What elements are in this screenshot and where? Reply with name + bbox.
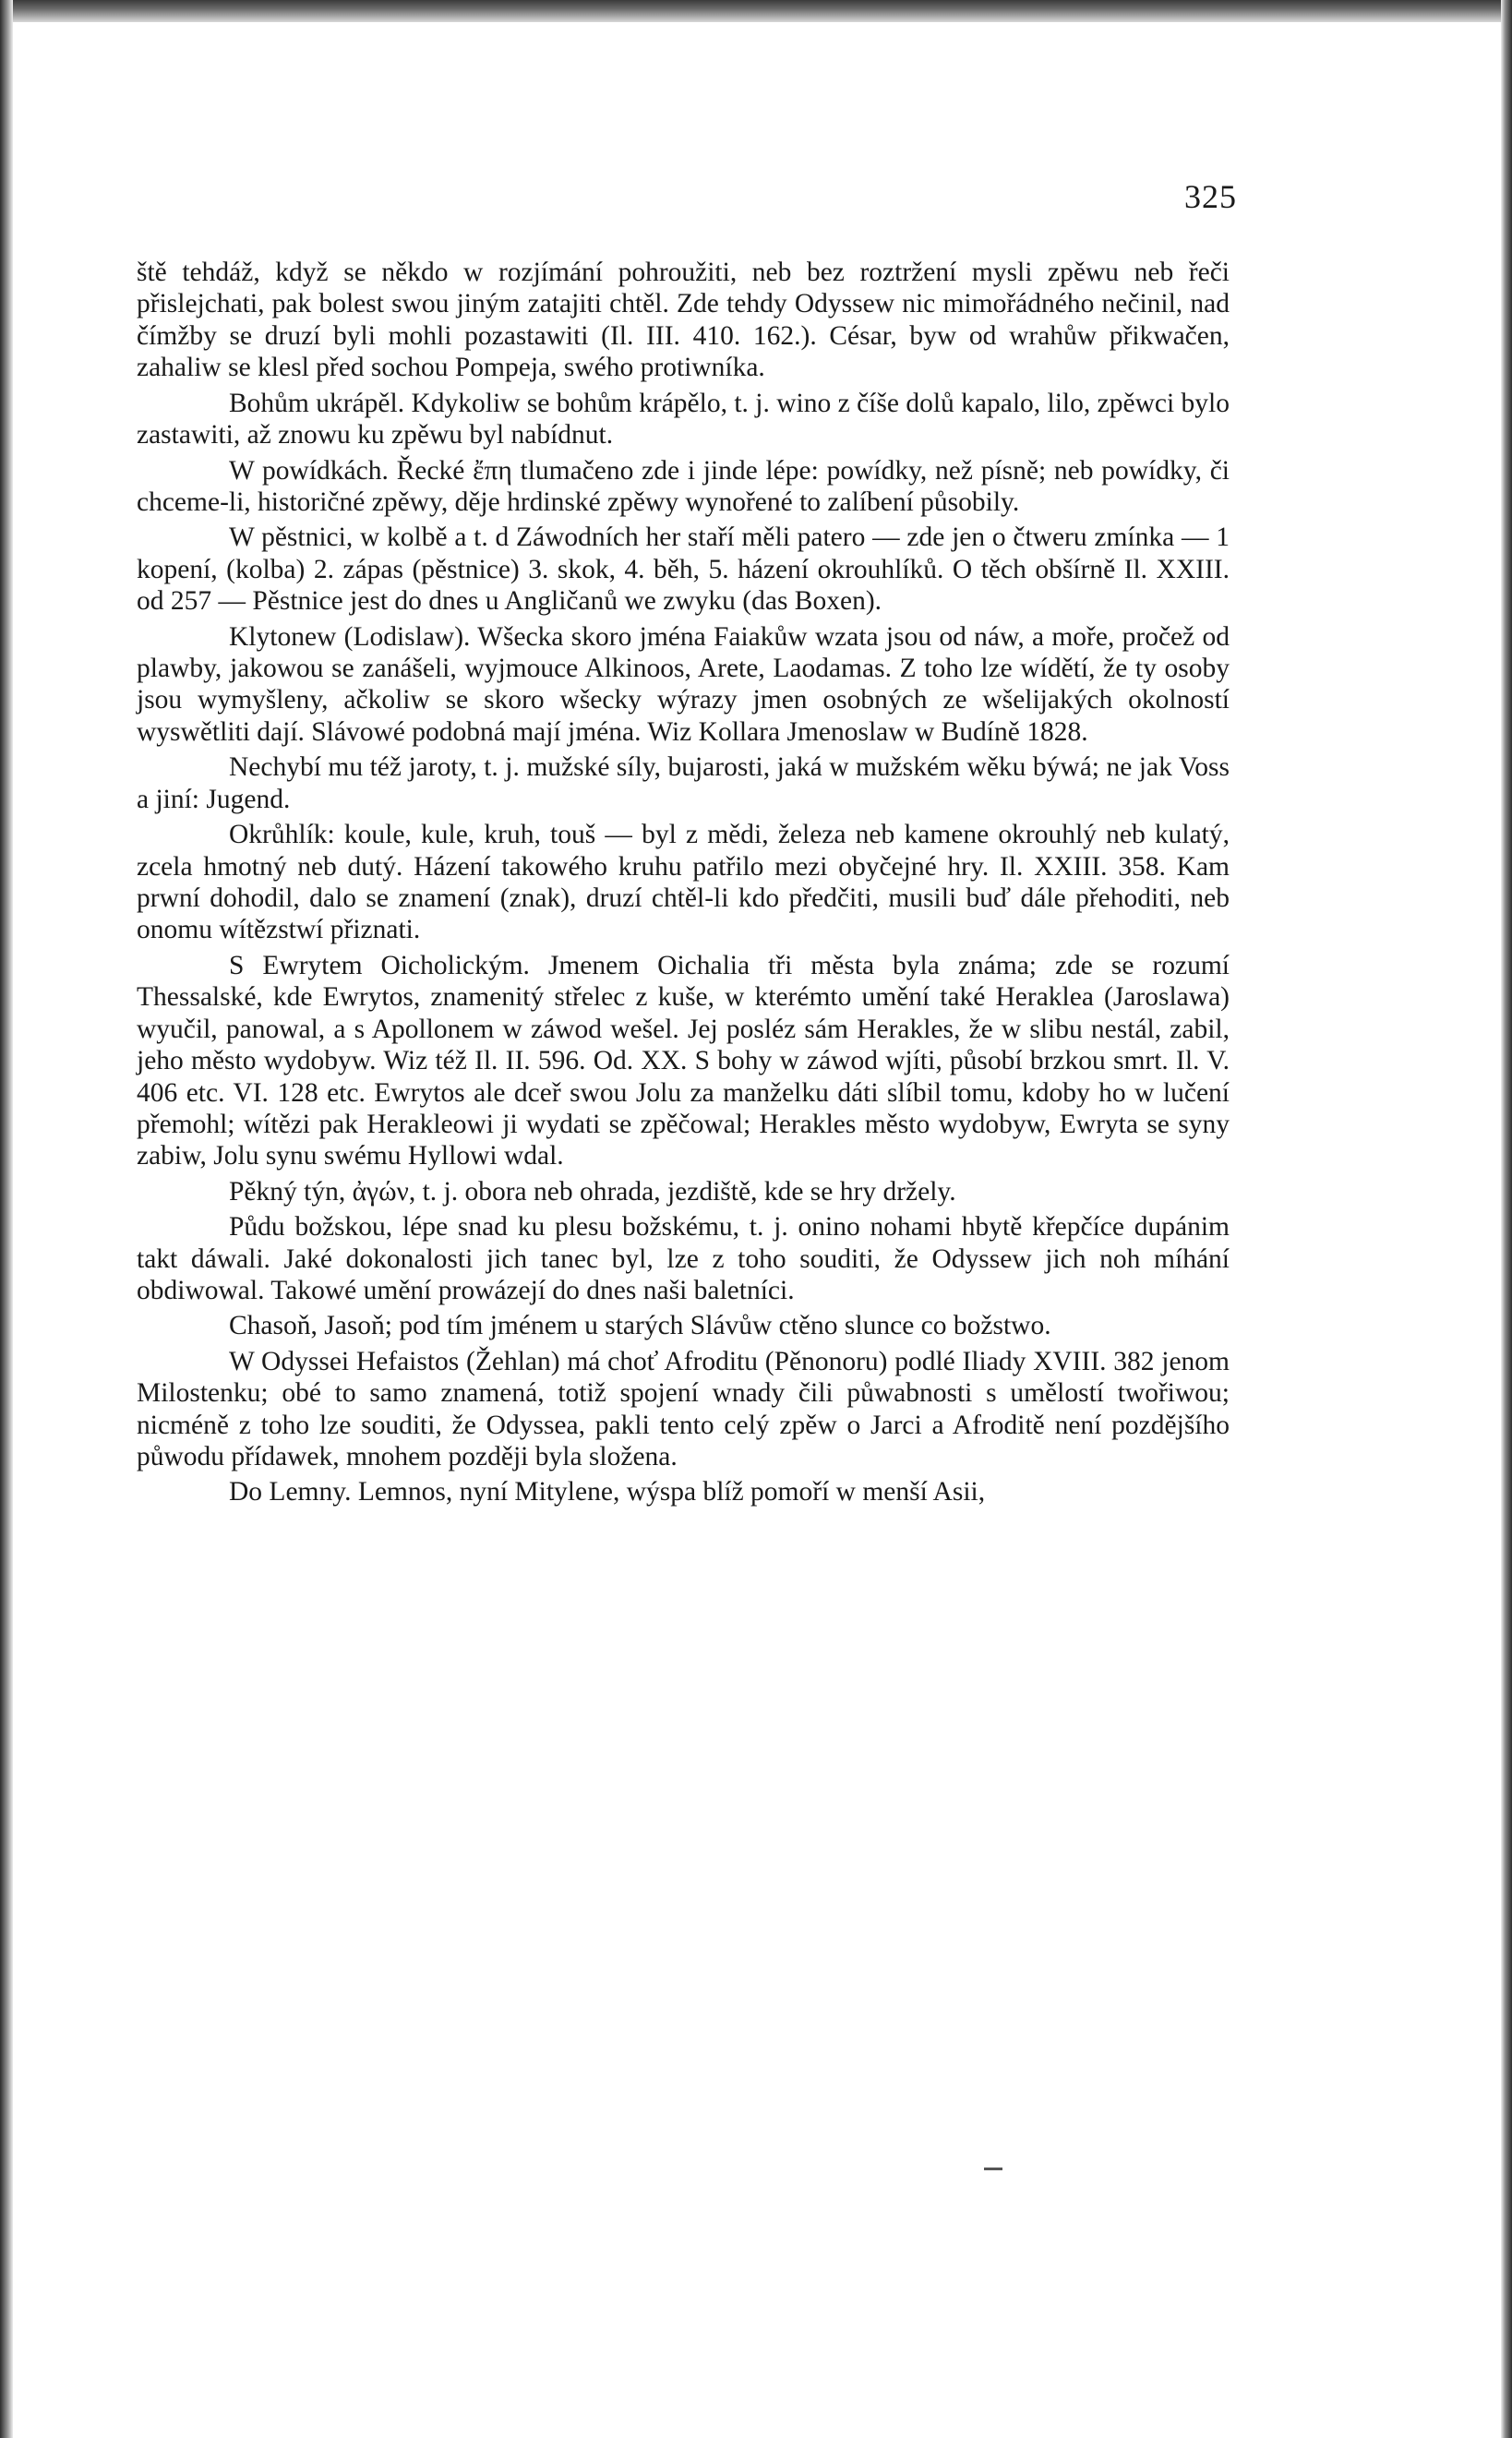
scan-edge-left [0,0,13,2438]
paragraph-pudu-bozskou: Půdu božskou, lépe snad ku plesu božskému, t. j. onino nohami hbytě křepčíce dupánim takt dáwali. Jaké dokonalosti jich tanec byl, lze z toho souditi, že Odyssew jich noh míhání obdiwowal. Takowé umění prowázejí do dnes naši baletníci. [137,1212,1230,1306]
paragraph-bohum-ukrapel: Bohům ukrápěl. Kdykoliw se bohům krápělo, t. j. wino z číše dolů kapalo, lilo, zpěwci bylo zastawiti, až znowu ku zpěwu byl nabídnut. [137,388,1230,450]
paragraph-hefaistos: W Odyssei Hefaistos (Žehlan) má choť Afroditu (Pěnonoru) podlé Iliady XVIII. 382 jenom Milostenku; obé to samo znamená, totiž spojení wnady čili půwabnosti s umělostí twořiwou; nicméně z toho lze souditi, že Odyssea, pakli tento celý zpěw o Jarci a Afroditě není pozdějšího půwodu přídawek, mnohem později byla složena. [137,1346,1230,1472]
paragraph-jaroty: Nechybí mu též jaroty, t. j. mužské síly, bujarosti, jaká w mužském wěku býwá; ne jak Voss a jiní: Jugend. [137,752,1230,814]
paragraph-okruhlik: Okrůhlík: koule, kule, kruh, touš — byl z mědi, železa neb kamene okrouhlý neb kulatý, zcela hmotný neb dutý. Házení takowého kruhu patřilo mezi obyčejné hry. Il. XXIII. 358. Kam prwní dohodil, dalo se znamení (znak), druzí chtěl-li kdo předčiti, musili buď dále přehoditi, neb onomu wítězstwí přiznati. [137,820,1230,945]
scan-edge-top [0,0,1512,22]
body-text [137,257,1230,1512]
paragraph-do-lemny: Do Lemny. Lemnos, nyní Mitylene, wýspa blíž pomoří w menší Asii, [229,1477,986,1507]
scan-edge-right [1501,0,1512,2438]
paragraph-pekny-tyn: Pěkný týn, ἀγών, t. j. obora neb ohrada, jezdiště, kde se hry držely. [229,1176,956,1207]
paragraph-continued: ště tehdáž, když se někdo w rozjímání pohroužiti, neb bez roztržení mysli zpěwu neb řeči přislejchati, pak bolest swou jiným zatajiti chtěl. Zde tehdy Odyssew nic mimořádného nečinil, nad čímžby se druzí byli mohli pozastawiti (Il. III. 410. 162.). César, byw od wrahůw přikwačen, zahaliw se klesl před sochou Pompeja, swého protiwníka. [137,258,1230,383]
page-number: 325 [1184,178,1237,215]
paragraph-ewrytem: S Ewrytem Oicholickým. Jmenem Oichalia tři města byla známa; zde se rozumí Thessalské, kde Ewrytos, znamenitý střelec z kuše, w kterémto umění také Heraklea (Jaroslawa) wyučil, panowal, a s Apollonem w záwod wešel. Jej posléz sám Herakles, že w slibu nestál, zabil, jeho město wydobyw. Wiz též Il. II. 596. Od. XX. S bohy w záwod wjíti, působí brzkou smrt. Il. V. 406 etc. VI. 128 etc. Ewrytos ale dceř swou Jolu za manželku dáti slíbil tomu, kdoby ho w lučení přemohl; wítězi pak Herakleowi ji wydati se zpěčowal; Herakles město wydobyw, Ewryta se syny zabiw, Jolu synu swému Hyllowi wdal. [137,950,1230,1171]
paragraph-w-pestnici: W pěstnici, w kolbě a t. d Záwodních her staří měli patero — zde jen o čtweru zmínka — 1 kopení, (kolba) 2. zápas (pěstnice) 3. skok, 4. běh, 5. házení okrouhlíků. O těch obšírně Il. XXIII. od 257 — Pěstnice jest do dnes u Angličanů we zwyku (das Boxen). [137,522,1230,617]
paragraph-w-powidkach: W powídkách. Řecké ἔπη tlumačeno zde i jinde lépe: powídky, než písně; neb powídky, či chceme-li, historičné zpěwy, děje hrdinské zpěwy wynořené to zalíbení působily. [137,455,1230,517]
paragraph-klytonew: Klytonew (Lodislaw). Wšecka skoro jména Faiakůw wzata jsou od náw, a moře, pročež od plawby, jakowou se zanášeli, wyjmouce Alkinoos, Arete, Laodamas. Z toho lze wídětí, že ty osoby jsou wymyšleny, ačkoliw se skoro wšecky wýrazy jmen osobných ze wšelijakých okolností wyswětliti dají. Slávowé podobná mají jména. Wiz Kollara Jmenoslaw w Budíně 1828. [137,621,1230,747]
print-mark [984,2168,1002,2170]
paragraph-chason: Chasoň, Jasoň; pod tím jménem u starých Slávůw ctěno slunce co božstwo. [229,1311,1051,1341]
